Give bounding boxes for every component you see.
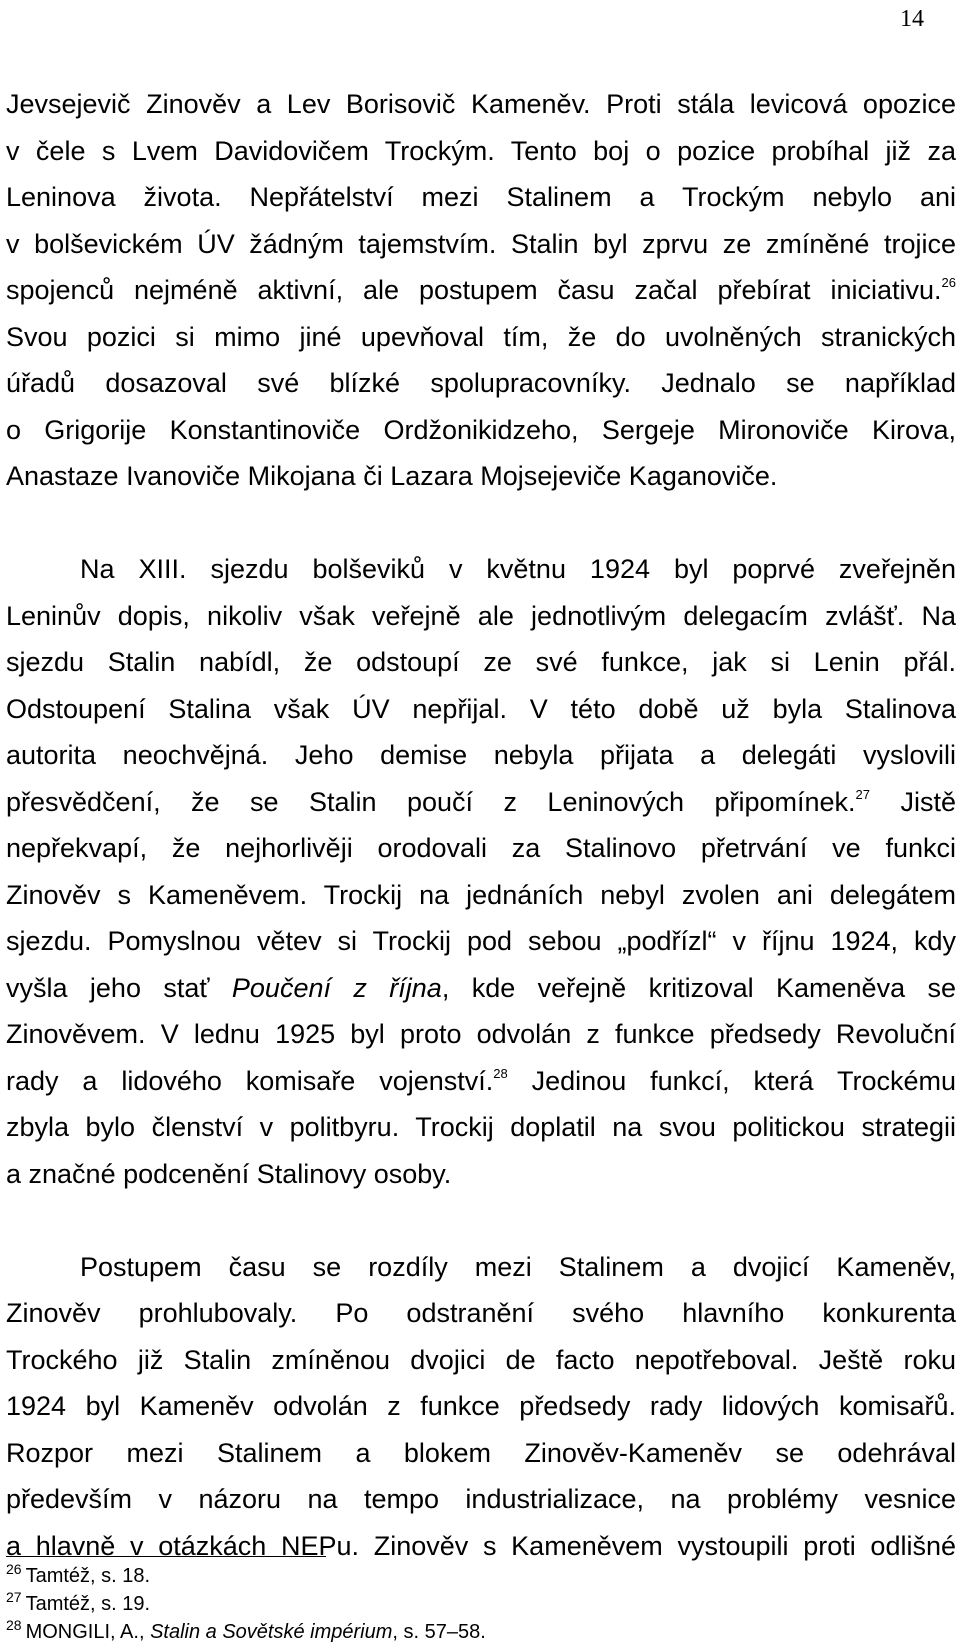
text-run: Jistě [870,786,956,817]
footnote-text: , s. 57–58. [392,1621,486,1643]
footnotes [6,1562,956,1646]
text-run: rady a lidového komisaře vojenství. [6,1065,494,1096]
text-run: Jedinou funkcí, která Trockému [507,1065,956,1096]
text-run: spojenců nejméně aktivní, ale postupem času začal přebírat iniciativu. [6,275,942,305]
text-line [6,965,956,1012]
footnote-ref: 28 [493,1065,508,1081]
text-run: vyšla jeho stať [6,972,232,1003]
text-line [6,779,956,826]
footnote-ref: 26 [941,275,956,290]
text-line: 1924 byl Kameněv odvolán z funkce předsedy rady lidových komisařů. [6,1391,956,1421]
text-line: sjezdu. Pomyslnou větev si Trockij pod sebou „podřízl“ v říjnu 1924, kdy [6,926,956,956]
text-line: v bolševickém ÚV žádným tajemstvím. Stalin byl zprvu ze zmíněné trojice [6,228,956,259]
text-line: Leninův dopis, nikoliv však veřejně ale jednotlivým delegacím zvlášť. Na [6,600,956,631]
footnote-italic-title: Stalin a Sovětské impérium [150,1621,393,1643]
footnote [6,1590,956,1618]
text-line: Rozpor mezi Stalinem a blokem Zinověv-Kameněv se odehrával [6,1437,956,1468]
page-number: 14 [900,6,924,32]
text-line: Svou pozici si mimo jiné upevňoval tím, že do uvolněných stranických [6,321,956,352]
footnote-number: 27 [6,1589,22,1605]
text-line: Trockého již Stalin zmíněnou dvojici de facto nepotřeboval. Ještě roku [6,1344,956,1375]
footnote-number: 26 [6,1561,22,1577]
text-line [6,267,956,314]
text-line: Zinověv s Kameněvem. Trockij na jednáních nebyl zvolen ani delegátem [6,879,956,910]
body-text [6,81,956,1569]
paragraph-gap [6,1197,956,1244]
paragraph-gap [6,500,956,547]
paragraph [6,81,956,500]
text-line: zbyla bylo členství v politbyru. Trockij doplatil na svou politickou strategii [6,1112,956,1142]
text-line: Odstoupení Stalina však ÚV nepřijal. V této době už byla Stalinova [6,693,956,724]
text-line [6,1058,956,1105]
italic-title: Poučení z října [231,972,442,1003]
text-line: Anastaze Ivanoviče Mikojana či Lazara Mojsejeviče Kaganoviče. [6,461,778,491]
text-line: autorita neochvějná. Jeho demise nebyla přijata a delegáti vyslovili [6,740,956,770]
text-line: Zinověvem. V lednu 1925 byl proto odvolán z funkce předsedy Revoluční [6,1019,956,1049]
text-line: Leninova života. Nepřátelství mezi Stalinem a Trockým nebylo ani [6,182,956,212]
text-line: a hlavně v otázkách NEPu. Zinověv s Kameněvem vystoupili proti odlišné [6,1530,956,1561]
paragraph [6,1244,956,1570]
footnote-text: Tamtéž, s. 18. [25,1565,151,1587]
text-line: Postupem času se rozdíly mezi Stalinem a dvojicí Kameněv, [80,1251,956,1282]
text-line: nepřekvapí, že nejhorlivěji orodovali za Stalinovo přetrvání ve funkci [6,833,956,863]
text-line: a značné podcenění Stalinovy osoby. [6,1158,452,1189]
text-line: Na XIII. sjezdu bolševiků v květnu 1924 byl poprvé zveřejněn [80,554,956,584]
text-run: , kde veřejně kritizoval Kameněva se [441,972,957,1003]
text-line: sjezdu Stalin nabídl, že odstoupí ze své funkce, jak si Lenin přál. [6,647,956,677]
text-line: v čele s Lvem Davidovičem Trockým. Tento boj o pozice probíhal již za [6,135,956,166]
footnote [6,1618,956,1646]
text-run: přesvědčení, že se Stalin poučí z Leninových připomínek. [6,786,856,817]
footnote-text: MONGILI, A., [25,1621,151,1643]
footnote-text: Tamtéž, s. 19. [25,1593,151,1615]
text-line: Zinověv prohlubovaly. Po odstranění svého hlavního konkurenta [6,1298,956,1328]
footnote [6,1562,956,1590]
text-line: především v názoru na tempo industrializace, na problémy vesnice [6,1484,956,1514]
footnote-number: 28 [6,1617,22,1633]
footnote-separator [6,1556,326,1557]
text-line: Jevsejevič Zinověv a Lev Borisovič Kameněv. Proti stála levicová opozice [6,89,956,119]
text-line: úřadů dosazoval své blízké spolupracovníky. Jednalo se například [6,368,956,398]
paragraph [6,546,956,1197]
footnote-ref: 27 [855,786,871,802]
text-line: o Grigorije Konstantinoviče Ordžonikidzeho, Sergeje Mironoviče Kirova, [6,414,956,445]
